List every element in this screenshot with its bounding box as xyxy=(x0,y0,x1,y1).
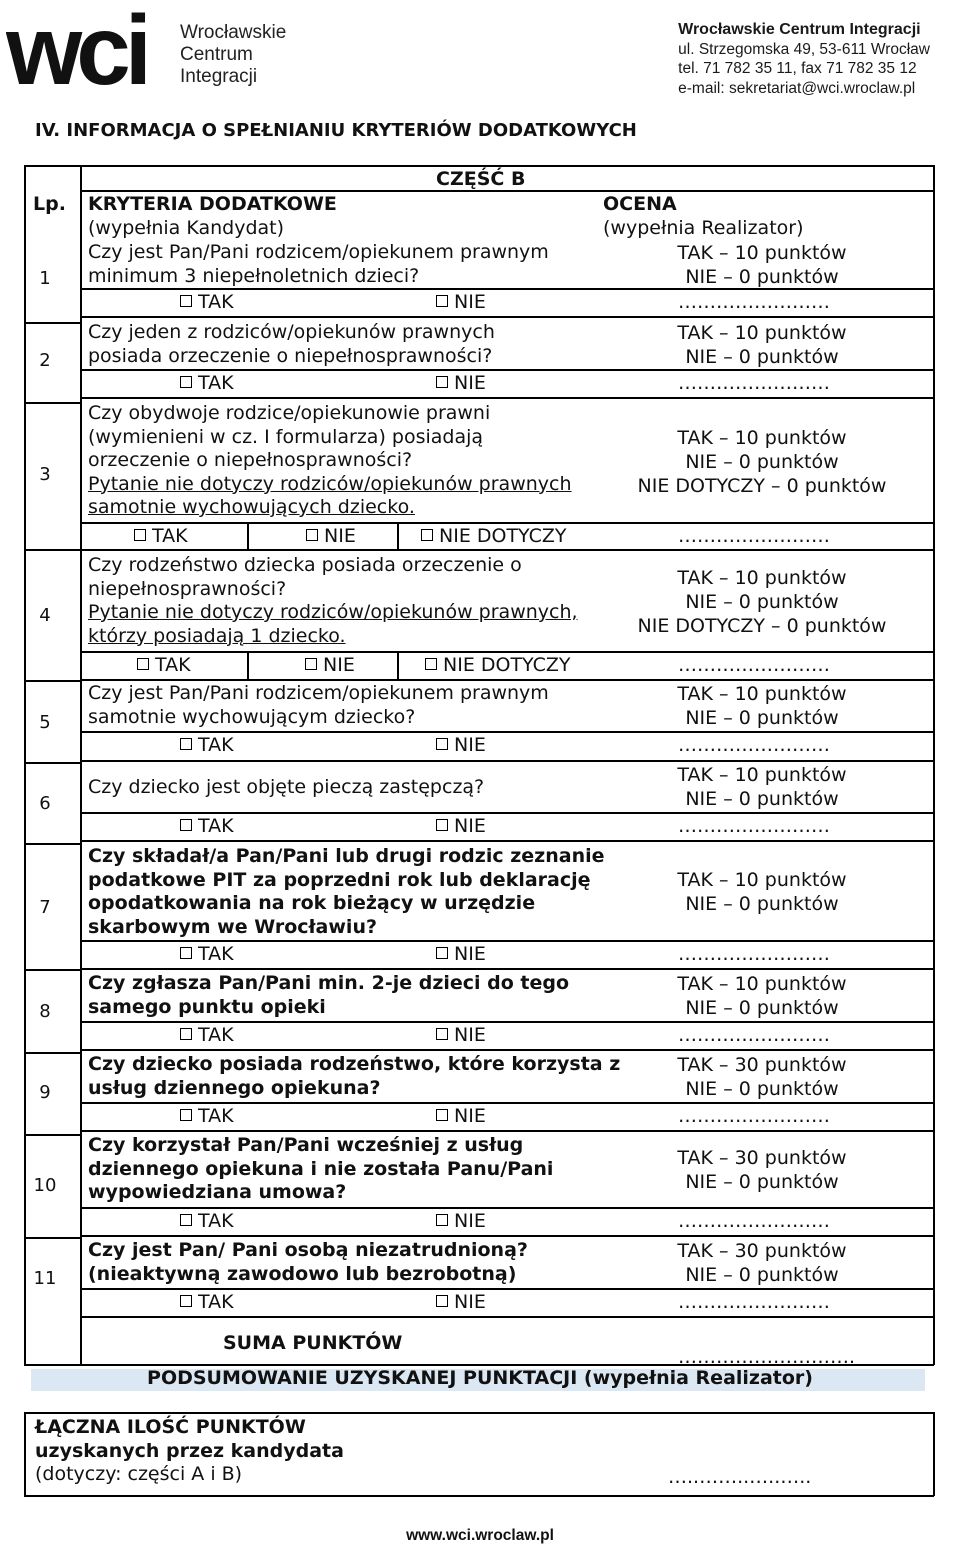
logo-line-1: Wrocławskie xyxy=(180,22,287,43)
row-number: 10 xyxy=(33,1175,57,1196)
option-nie-6[interactable]: NIE xyxy=(436,815,486,837)
option-nie-1[interactable]: NIE xyxy=(436,291,486,313)
checkbox-icon xyxy=(180,1295,192,1307)
row-number: 8 xyxy=(39,1001,51,1022)
score-rule-9: TAK – 30 punktów NIE – 0 punktów xyxy=(677,1054,847,1100)
checkbox-icon xyxy=(180,738,192,750)
score-field-3[interactable]: …………………… xyxy=(678,525,830,547)
checkbox-icon xyxy=(425,658,437,670)
checkbox-icon xyxy=(421,529,433,541)
question-7: Czy składał/a Pan/Pani lub drugi rodzic zeznanie podatkowe PIT za poprzedni rok lub deklarację opodatkowania na rok bieżący w urzędzie skarbowym we Wrocławiu? xyxy=(88,845,605,938)
checkbox-icon xyxy=(436,1028,448,1040)
row-number: 5 xyxy=(39,712,51,733)
question-1: Czy jest Pan/Pani rodzicem/opiekunem prawnym minimum 3 niepełnoletnich dzieci? xyxy=(88,241,549,287)
option-tak-8[interactable]: TAK xyxy=(180,1024,234,1046)
checkbox-icon xyxy=(180,1028,192,1040)
sum-label: SUMA PUNKTÓW xyxy=(223,1332,403,1354)
score-field-9[interactable]: …………………… xyxy=(678,1105,830,1127)
checkbox-icon xyxy=(305,658,317,670)
col-lp-header: Lp. xyxy=(33,193,66,215)
checkbox-icon xyxy=(180,376,192,388)
score-field-7[interactable]: …………………… xyxy=(678,943,830,965)
option-tak-1[interactable]: TAK xyxy=(180,291,234,313)
score-rule-2: TAK – 10 punktów NIE – 0 punktów xyxy=(677,322,847,368)
option-tak-6[interactable]: TAK xyxy=(180,815,234,837)
footer-url[interactable]: www.wci.wroclaw.pl xyxy=(406,1527,554,1544)
checkbox-icon xyxy=(137,658,149,670)
section-title: IV. INFORMACJA O SPEŁNIANIU KRYTERIÓW DODATKOWYCH xyxy=(35,120,637,141)
checkbox-icon xyxy=(134,529,146,541)
col-score-header: OCENA (wypełnia Realizator) xyxy=(603,193,804,239)
checkbox-icon xyxy=(436,1295,448,1307)
score-rule-5: TAK – 10 punktów NIE – 0 punktów xyxy=(677,683,847,729)
option-nie-11[interactable]: NIE xyxy=(436,1291,486,1313)
org-name: Wrocławskie Centrum Integracji xyxy=(678,21,921,38)
org-phone: tel. 71 782 35 11, fax 71 782 35 12 xyxy=(678,60,917,77)
header-contact xyxy=(678,20,930,98)
score-field-6[interactable]: …………………… xyxy=(678,815,830,837)
option-tak-11[interactable]: TAK xyxy=(180,1291,234,1313)
score-field-4[interactable]: …………………… xyxy=(678,654,830,676)
score-field-10[interactable]: …………………… xyxy=(678,1210,830,1232)
checkbox-icon xyxy=(180,947,192,959)
question-9: Czy dziecko posiada rodzeństwo, które korzysta z usług dziennego opiekuna? xyxy=(88,1053,621,1099)
score-rule-11: TAK – 30 punktów NIE – 0 punktów xyxy=(677,1240,847,1286)
option-nie-dotyczy-3[interactable]: NIE DOTYCZY xyxy=(421,525,567,547)
checkbox-icon xyxy=(306,529,318,541)
option-nie-7[interactable]: NIE xyxy=(436,943,486,965)
option-tak-4[interactable]: TAK xyxy=(137,654,191,676)
question-3: Czy obydwoje rodzice/opiekunowie prawni (wymienieni w cz. I formularza) posiadają orzeczenie o niepełnosprawności? Pytanie nie dotyczy rodziców/opiekunów prawnych samotnie wychowujących dziecko. xyxy=(88,402,572,518)
option-tak-7[interactable]: TAK xyxy=(180,943,234,965)
option-tak-9[interactable]: TAK xyxy=(180,1105,234,1127)
score-rule-4: TAK – 10 punktów NIE – 0 punktów NIE DOTYCZY – 0 punktów xyxy=(637,567,887,637)
option-nie-9[interactable]: NIE xyxy=(436,1105,486,1127)
score-field-1[interactable]: …………………… xyxy=(678,291,830,313)
row-number: 6 xyxy=(39,793,51,814)
question-10: Czy korzystał Pan/Pani wcześniej z usług dziennego opiekuna i nie została Panu/Pani wypowiedziana umowa? xyxy=(88,1134,554,1203)
score-field-2[interactable]: …………………… xyxy=(678,372,830,394)
checkbox-icon xyxy=(180,295,192,307)
option-nie-2[interactable]: NIE xyxy=(436,372,486,394)
option-tak-3[interactable]: TAK xyxy=(134,525,188,547)
sum-field[interactable]: ………………………. xyxy=(678,1346,856,1368)
question-11: Czy jest Pan/ Pani osobą niezatrudnioną? (nieaktywną zawodowo lub bezrobotną) xyxy=(88,1239,528,1285)
question-5: Czy jest Pan/Pani rodzicem/opiekunem prawnym samotnie wychowującym dziecko? xyxy=(88,682,549,728)
score-field-5[interactable]: …………………… xyxy=(678,734,830,756)
score-rule-7: TAK – 10 punktów NIE – 0 punktów xyxy=(677,869,847,915)
org-address: ul. Strzegomska 49, 53-611 Wrocław xyxy=(678,40,930,58)
row-number: 9 xyxy=(39,1082,51,1103)
row-number: 2 xyxy=(39,350,51,371)
option-tak-2[interactable]: TAK xyxy=(180,372,234,394)
checkbox-icon xyxy=(180,819,192,831)
score-rule-10: TAK – 30 punktów NIE – 0 punktów xyxy=(677,1147,847,1193)
option-tak-10[interactable]: TAK xyxy=(180,1210,234,1232)
part-label: CZĘŚĆ B xyxy=(436,168,526,190)
question-8: Czy zgłasza Pan/Pani min. 2-je dzieci do tego samego punktu opieki xyxy=(88,972,570,1018)
summary-title: PODSUMOWANIE UZYSKANEJ PUNKTACJI (wypełnia Realizator) xyxy=(147,1367,813,1389)
logo-line-3: Integracji xyxy=(180,66,258,87)
total-label: ŁĄCZNA ILOŚĆ PUNKTÓW uzyskanych przez kandydata (dotyczy: części A i B) xyxy=(35,1416,344,1485)
option-tak-5[interactable]: TAK xyxy=(180,734,234,756)
row-number: 1 xyxy=(39,268,51,289)
checkbox-icon xyxy=(180,1109,192,1121)
checkbox-icon xyxy=(436,295,448,307)
row-number: 3 xyxy=(39,464,51,485)
score-rule-8: TAK – 10 punktów NIE – 0 punktów xyxy=(677,973,847,1019)
option-nie-10[interactable]: NIE xyxy=(436,1210,486,1232)
wci-logo xyxy=(6,2,174,92)
logo-mark: wci xyxy=(6,2,146,92)
option-nie-dotyczy-4[interactable]: NIE DOTYCZY xyxy=(425,654,571,676)
checkbox-icon xyxy=(436,819,448,831)
checkbox-icon xyxy=(436,376,448,388)
score-field-8[interactable]: …………………… xyxy=(678,1024,830,1046)
org-email: e-mail: sekretariat@wci.wroclaw.pl xyxy=(678,79,916,97)
row-number: 7 xyxy=(39,897,51,918)
option-nie-5[interactable]: NIE xyxy=(436,734,486,756)
question-4: Czy rodzeństwo dziecka posiada orzeczenie o niepełnosprawności? Pytanie nie dotyczy rodziców/opiekunów prawnych, którzy posiadają 1 dziecko. xyxy=(88,554,578,647)
row-number: 11 xyxy=(33,1268,57,1289)
question-6: Czy dziecko jest objęte pieczą zastępczą? xyxy=(88,776,485,798)
option-nie-8[interactable]: NIE xyxy=(436,1024,486,1046)
checkbox-icon xyxy=(436,1214,448,1226)
logo-text xyxy=(180,22,286,88)
checkbox-icon xyxy=(436,738,448,750)
checkbox-icon xyxy=(436,1109,448,1121)
score-rule-6: TAK – 10 punktów NIE – 0 punktów xyxy=(677,764,847,810)
row-number: 4 xyxy=(39,605,51,626)
option-nie-3[interactable]: NIE xyxy=(306,525,356,547)
score-rule-1: TAK – 10 punktów NIE – 0 punktów xyxy=(677,242,847,288)
col-criteria-header: KRYTERIA DODATKOWE (wypełnia Kandydat) xyxy=(88,193,337,239)
question-2: Czy jeden z rodziców/opiekunów prawnych posiada orzeczenie o niepełnosprawności? xyxy=(88,321,495,367)
option-nie-4[interactable]: NIE xyxy=(305,654,355,676)
total-field[interactable]: …..……..…..….. xyxy=(668,1466,812,1488)
score-rule-3: TAK – 10 punktów NIE – 0 punktów NIE DOTYCZY – 0 punktów xyxy=(637,427,887,497)
score-field-11[interactable]: …………………… xyxy=(678,1291,830,1313)
checkbox-icon xyxy=(180,1214,192,1226)
checkbox-icon xyxy=(436,947,448,959)
logo-line-2: Centrum xyxy=(180,44,253,65)
